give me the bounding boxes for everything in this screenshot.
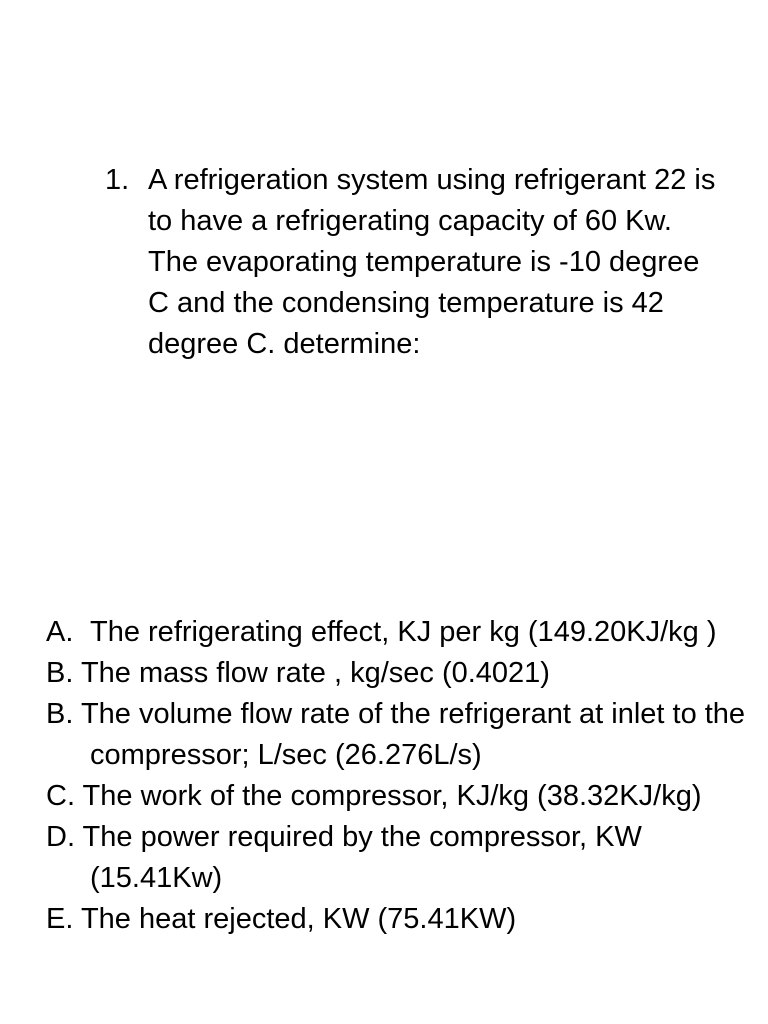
answer-text: The power required by the compressor, KW (15.41Kw): [82, 821, 642, 894]
answer-label: D.: [46, 821, 83, 853]
problem-number: 1.: [105, 164, 130, 196]
problem-text: A refrigeration system using refrigerant 22 is to have a refrigerating capacity of 60 Kw. The evaporating temperature is -10 degree C and the condensing temperature is 42 degree C. determine:: [148, 164, 716, 360]
answer-item-a: [46, 612, 746, 653]
answer-text: The mass flow rate , kg/sec (0.4021): [80, 657, 550, 689]
answer-item-b1: [46, 653, 746, 694]
answer-label: B.: [46, 657, 81, 689]
answer-text: The volume flow rate of the refrigerant at inlet to the compressor; L/sec (26.276L/s): [80, 698, 746, 771]
answer-text: The refrigerating effect, KJ per kg (149.20KJ/kg ): [90, 616, 717, 648]
answer-list: [46, 612, 746, 940]
answer-label: B.: [46, 698, 81, 730]
answer-item-e: [46, 899, 746, 940]
answer-item-c: [46, 776, 746, 817]
answer-item-b2: [46, 694, 746, 776]
answer-text: The heat rejected, KW (75.41KW): [80, 903, 517, 935]
answer-label: E.: [46, 903, 81, 935]
answer-item-d: [46, 817, 746, 899]
problem-statement: [105, 160, 725, 365]
answer-label: C.: [46, 780, 83, 812]
answer-label: A.: [46, 616, 74, 648]
answer-text: The work of the compressor, KJ/kg (38.32KJ/kg): [82, 780, 702, 812]
